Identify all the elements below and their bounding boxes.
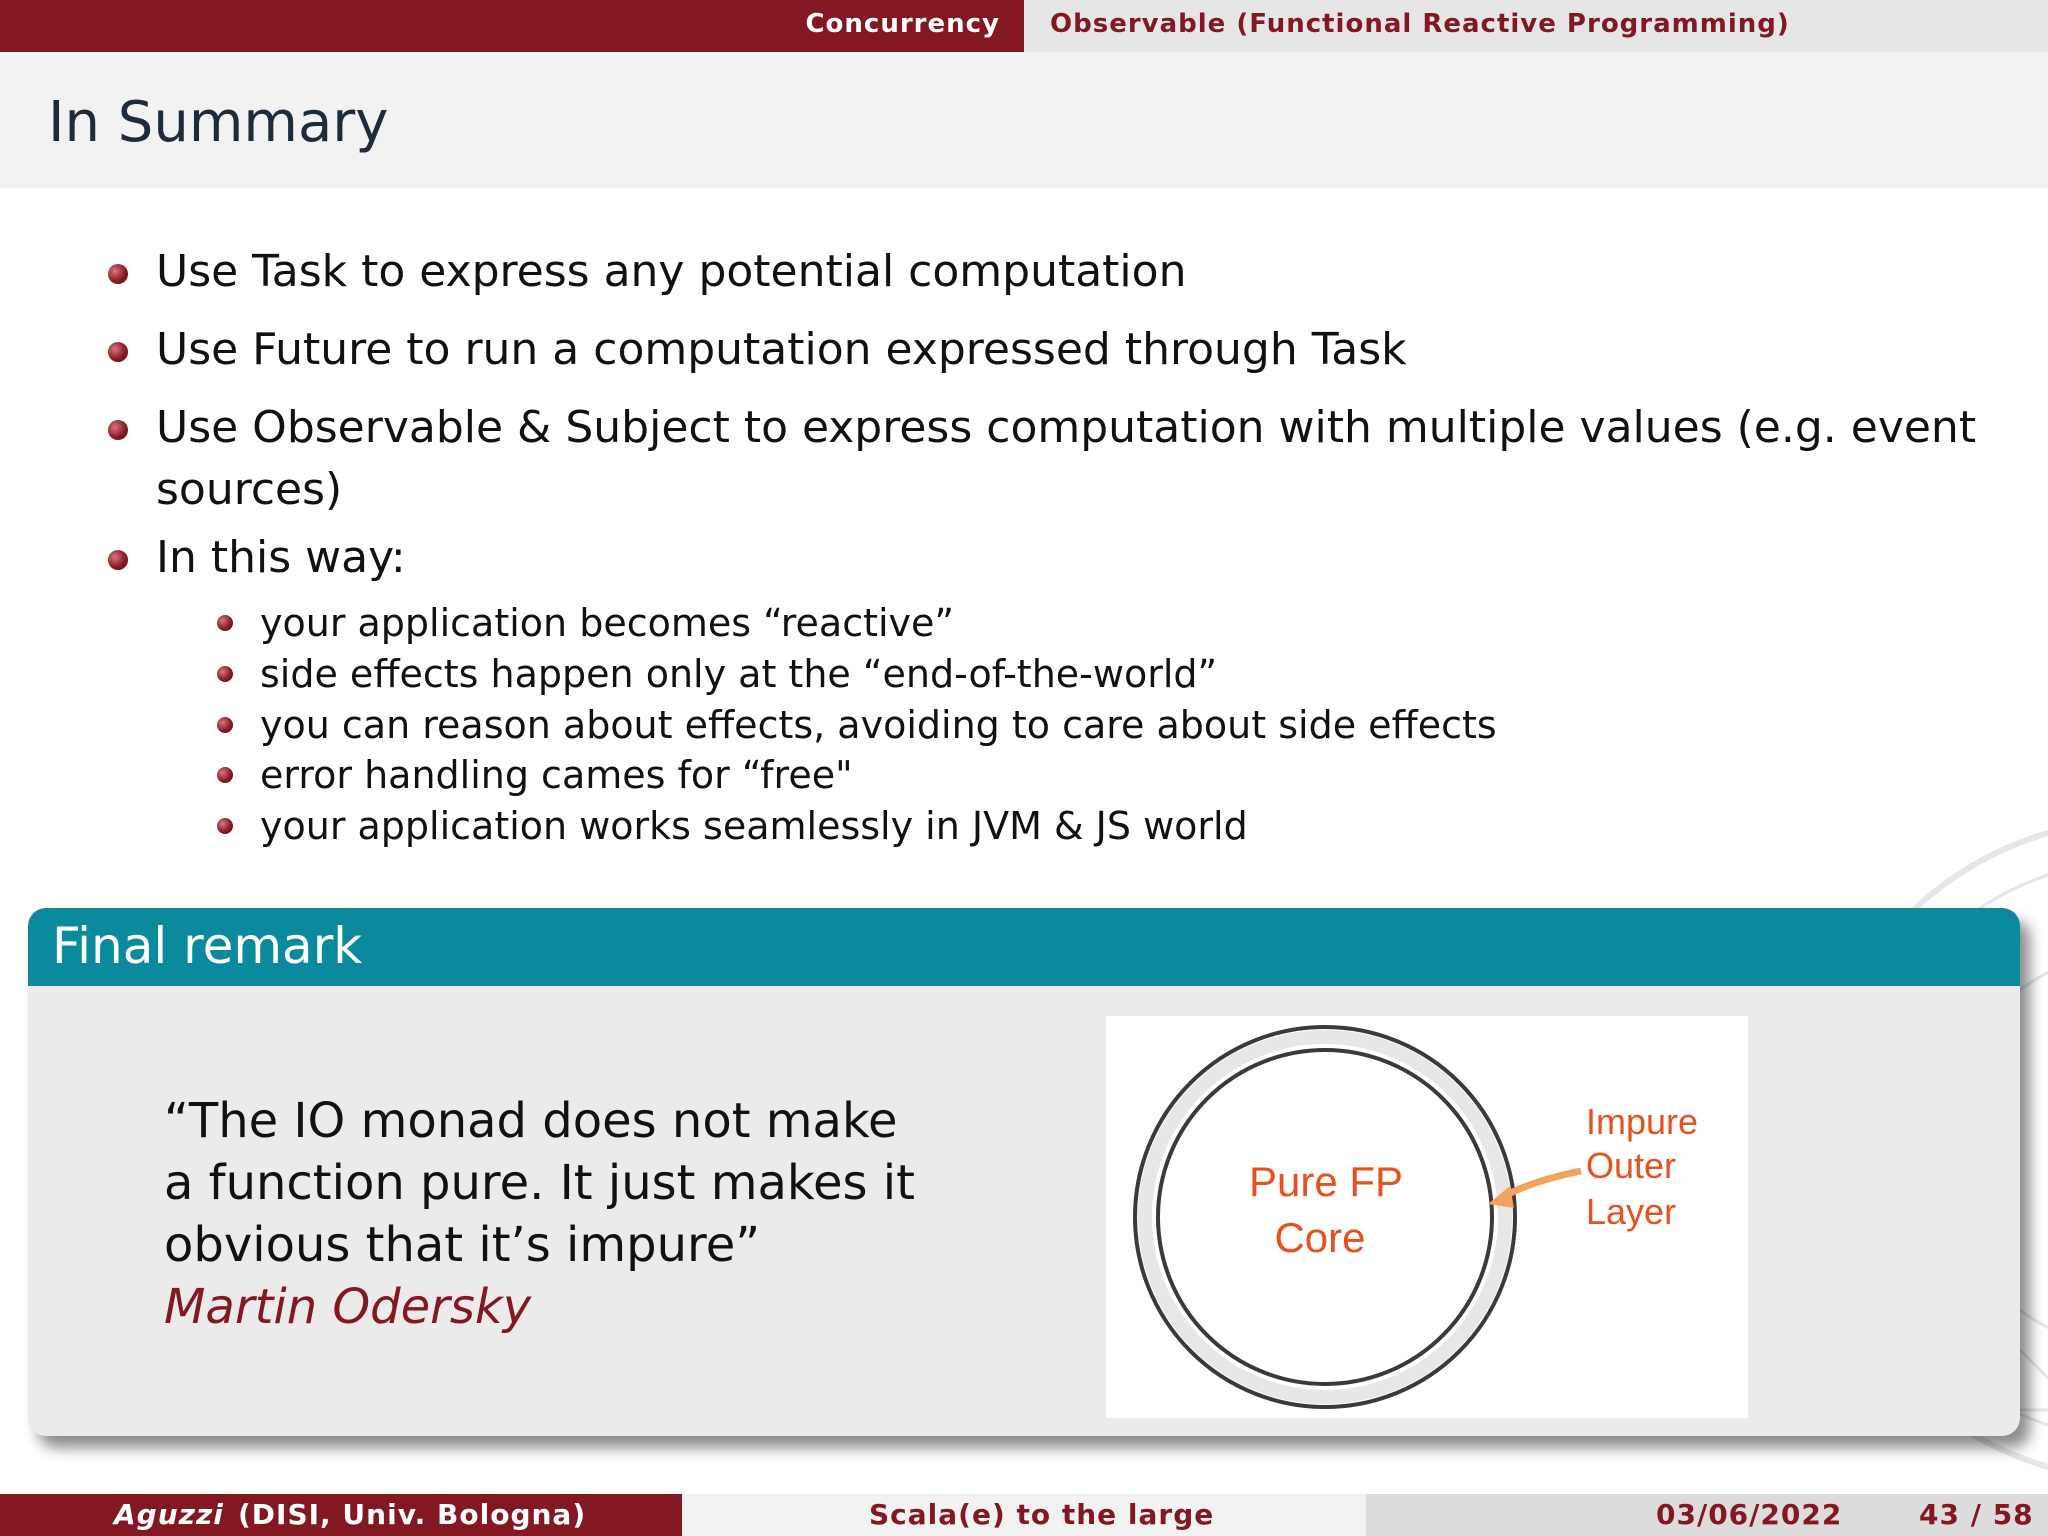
final-remark-block xyxy=(28,908,2020,1436)
sub-bullet-item: your application becomes “reactive” xyxy=(260,601,955,645)
outer-label-line2: Outer xyxy=(1586,1145,1677,1186)
footer-author: Aguzzi xyxy=(114,1498,224,1531)
pure-core-diagram xyxy=(1106,1016,1748,1418)
bullet-item-continuation: sources) xyxy=(156,464,343,515)
bullet-item: In this way: xyxy=(156,532,406,583)
nav-section-label: Concurrency xyxy=(805,9,1000,39)
core-label-line1: Pure FP xyxy=(1248,1158,1404,1205)
footer-affiliation: (DISI, Univ. Bologna) xyxy=(238,1498,587,1531)
nav-subsection[interactable] xyxy=(1024,0,2048,52)
footer-date: 03/06/2022 xyxy=(1656,1498,1843,1531)
core-label-line2: Core xyxy=(1274,1214,1366,1261)
bullet-icon xyxy=(108,264,128,284)
sub-bullet-icon xyxy=(217,767,233,783)
frame-title-band xyxy=(0,52,2048,188)
quote xyxy=(164,1090,924,1338)
quote-author: Martin Odersky xyxy=(164,1279,532,1335)
bullet-item: Use Observable & Subject to express computation with multiple values (e.g. event xyxy=(156,402,1977,453)
sub-bullet-icon xyxy=(217,717,233,733)
block-title: Final remark xyxy=(52,917,363,975)
footer-title-section xyxy=(682,1494,1366,1536)
footer xyxy=(0,1494,2048,1536)
nav-section[interactable] xyxy=(0,0,1024,52)
bullet-icon xyxy=(108,420,128,440)
bullet-item: Use Future to run a computation expressed through Task xyxy=(156,324,1407,375)
sub-bullet-icon xyxy=(217,818,233,834)
sub-bullet-item: side effects happen only at the “end-of-the-world” xyxy=(260,652,1218,696)
sub-bullet-item: error handling cames for “free" xyxy=(260,753,853,797)
navigation-bar xyxy=(0,0,2048,52)
outer-label-line1: Impure xyxy=(1586,1101,1699,1142)
footer-page-number: 43 / 58 xyxy=(1919,1498,2034,1531)
slide-title: In Summary xyxy=(48,90,389,155)
footer-talk-title: Scala(e) to the large xyxy=(869,1498,1215,1531)
block-header xyxy=(28,908,2020,986)
sub-bullet-item: your application works seamlessly in JVM & JS world xyxy=(260,804,1248,848)
sub-bullet-icon xyxy=(217,666,233,682)
bullet-item: Use Task to express any potential computation xyxy=(156,246,1187,297)
sub-bullet-icon xyxy=(217,615,233,631)
quote-text: “The IO monad does not make a function pure. It just makes it obvious that it’s impure” xyxy=(164,1093,915,1273)
footer-date-section xyxy=(1366,1494,2048,1536)
bullet-icon xyxy=(108,550,128,570)
sub-bullet-item: you can reason about effects, avoiding to care about side effects xyxy=(260,703,1497,747)
nav-subsection-label: Observable (Functional Reactive Programming) xyxy=(1050,9,1790,39)
bullet-icon xyxy=(108,342,128,362)
outer-label-line3: Layer xyxy=(1586,1191,1677,1232)
footer-author-section xyxy=(0,1494,682,1536)
